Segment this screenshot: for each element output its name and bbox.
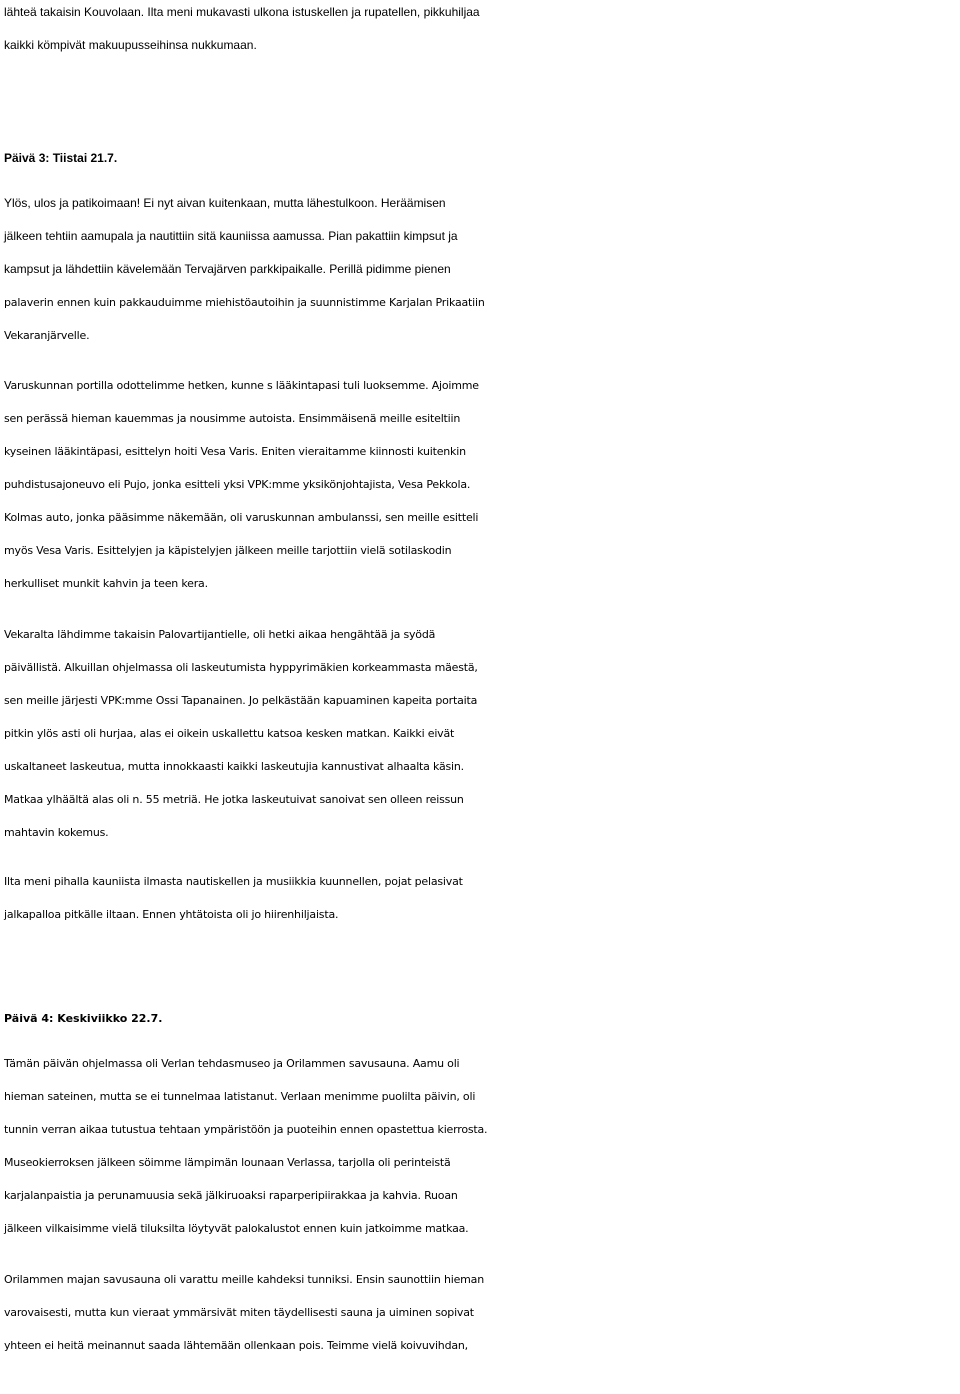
- text-line: Museokierroksen jälkeen söimme lämpimän lounaan Verlassa, tarjolla oli perinteistä: [4, 1156, 451, 1169]
- text-line: Matkaa ylhäältä alas oli n. 55 metriä. He jotka laskeutuivat sanoivat sen olleen reissun: [4, 793, 464, 806]
- text-line: Kolmas auto, jonka pääsimme näkemään, oli varuskunnan ambulanssi, sen meille esitteli: [4, 511, 479, 524]
- text-line: päivällistä. Alkuillan ohjelmassa oli laskeutumista hyppyrimäkien korkeammasta mäestä,: [4, 661, 478, 674]
- text-line: Vekaranjärvelle.: [4, 329, 90, 342]
- text-line: kyseinen lääkintäpasi, esittelyn hoiti Vesa Varis. Eniten vieraitamme kiinnosti kuitenkin: [4, 445, 466, 458]
- text-line: Orilammen majan savusauna oli varattu meille kahdeksi tunniksi. Ensin saunottiin hieman: [4, 1273, 484, 1286]
- text-line: Varuskunnan portilla odottelimme hetken, kunne s lääkintapasi tuli luoksemme. Ajoimme: [4, 379, 479, 392]
- text-line: palaverin ennen kuin pakkauduimme miehistöautoihin ja suunnistimme Karjalan Prikaatiin: [4, 296, 485, 309]
- text-line: lähteä takaisin Kouvolaan. Ilta meni mukavasti ulkona istuskellen ja rupatellen, pikkuhiljaa: [4, 5, 480, 19]
- text-line: Vekaralta lähdimme takaisin Palovartijantielle, oli hetki aikaa hengähtää ja syödä: [4, 628, 436, 641]
- text-line: Tämän päivän ohjelmassa oli Verlan tehdasmuseo ja Orilammen savusauna. Aamu oli: [4, 1057, 460, 1070]
- text-line: hieman sateinen, mutta se ei tunnelmaa latistanut. Verlaan menimme puolilta päivin, oli: [4, 1090, 476, 1103]
- text-line: jalkapalloa pitkälle iltaan. Ennen yhtätoista oli jo hiirenhiljaista.: [4, 908, 339, 921]
- text-line: pitkin ylös asti oli hurjaa, alas ei oikein uskallettu katsoa kesken matkan. Kaikki eivät: [4, 727, 455, 740]
- text-line: karjalanpaistia ja perunamuusia sekä jälkiruoaksi raparperipiirakkaa ja kahvia. Ruoan: [4, 1189, 458, 1202]
- text-line: jälkeen tehtiin aamupala ja nautittiin sitä kauniissa aamussa. Pian pakattiin kimpsut ja: [4, 229, 458, 243]
- day3-paragraph-4: [4, 865, 960, 931]
- text-line: Ylös, ulos ja patikoimaan! Ei nyt aivan kuitenkaan, mutta lähestulkoon. Heräämisen: [4, 196, 446, 210]
- text-line: jälkeen vilkaisimme vielä tiluksilta löytyvät palokalustot ennen kuin jatkoimme matkaa.: [4, 1222, 469, 1235]
- text-line: herkulliset munkit kahvin ja teen kera.: [4, 577, 208, 590]
- text-line: varovaisesti, mutta kun vieraat ymmärsivät miten täydellisesti sauna ja uiminen sopivat: [4, 1306, 474, 1319]
- day3-paragraph-1: [4, 187, 960, 352]
- day4-heading: Päivä 4: Keskiviikko 22.7.: [4, 1012, 163, 1025]
- text-line: Ilta meni pihalla kauniista ilmasta nautiskellen ja musiikkia kuunnellen, pojat pelasivat: [4, 875, 463, 888]
- text-line: kampsut ja lähdettiin kävelemään Tervajärven parkkipaikalle. Perillä pidimme pienen: [4, 262, 451, 276]
- text-line: puhdistusajoneuvo eli Pujo, jonka esitteli yksi VPK:mme yksikönjohtajista, Vesa Pekkola.: [4, 478, 471, 491]
- text-line: sen perässä hieman kauemmas ja nousimme autoista. Ensimmäisenä meille esiteltiin: [4, 412, 461, 425]
- day3-heading: Päivä 3: Tiistai 21.7.: [4, 151, 118, 165]
- intro-paragraph: [4, 0, 960, 62]
- text-line: sen meille järjesti VPK:mme Ossi Tapanainen. Jo pelkästään kapuaminen kapeita portaita: [4, 694, 478, 707]
- document-page: [4, 0, 960, 1362]
- text-line: yhteen ei heitä meinannut saada lähtemään ollenkaan pois. Teimme vielä koivuvihdan,: [4, 1339, 468, 1352]
- day4-paragraph-2: [4, 1263, 960, 1362]
- text-line: myös Vesa Varis. Esittelyjen ja käpistelyjen jälkeen meille tarjottiin vielä sotilaskodin: [4, 544, 452, 557]
- text-line: kaikki kömpivät makuupusseihinsa nukkumaan.: [4, 38, 257, 52]
- day3-paragraph-3: [4, 618, 960, 849]
- day4-paragraph-1: [4, 1047, 960, 1245]
- text-line: uskaltaneet laskeutua, mutta innokkaasti kaikki laskeutujia kannustivat alhaalta käsin.: [4, 760, 464, 773]
- text-line: tunnin verran aikaa tutustua tehtaan ympäristöön ja puoteihin ennen opastettua kierrosta.: [4, 1123, 488, 1136]
- day3-paragraph-2: [4, 369, 960, 600]
- text-line: mahtavin kokemus.: [4, 826, 109, 839]
